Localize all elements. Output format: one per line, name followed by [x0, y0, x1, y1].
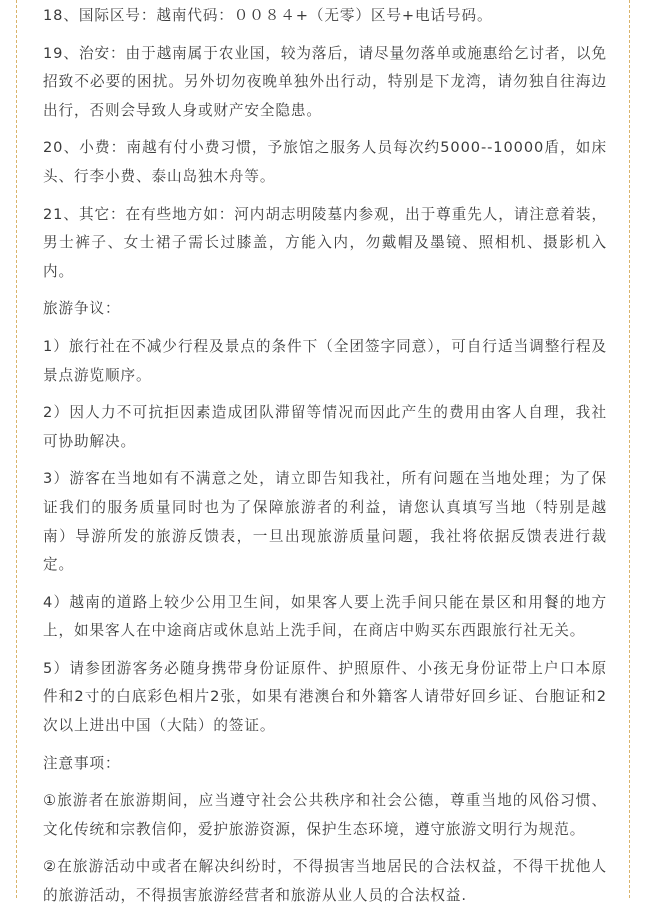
- dispute-item-1: 1）旅行社在不减少行程及景点的条件下（全团签字同意），可自行适当调整行程及景点游览顺序。: [43, 337, 607, 384]
- paragraph-security: 19、治安：由于越南属于农业国，较为落后，请尽量勿落单或施惠给乞讨者，以免招致不必要的困扰。另外切勿夜晚单独外出行动，特别是下龙湾，请勿独自往海边出行，否则会导致人身或财产安全隐患。: [43, 44, 607, 119]
- notes-item-2: ②在旅游活动中或者在解决纠纷时，不得损害当地居民的合法权益，不得干扰他人的旅游活动，不得损害旅游经营者和旅游从业人员的合法权益.: [43, 858, 607, 905]
- article-content: [43, 0, 607, 920]
- paragraph-others: 21、其它：在有些地方如：河内胡志明陵墓内参观，出于尊重先人，请注意着装，男士裤子、女士裙子需长过膝盖，方能入内，勿戴帽及墨镜、照相机、摄影机入内。: [43, 205, 607, 280]
- dispute-heading: 旅游争议：: [43, 300, 121, 318]
- dispute-item-4: 4）越南的道路上较少公用卫生间，如果客人要上洗手间只能在景区和用餐的地方上，如果客人在中途商店或休息站上洗手间，在商店中购买东西跟旅行社无关。: [43, 593, 607, 640]
- paragraph-international-code: 18、国际区号：越南代码：００８４+（无零）区号+电话号码。: [43, 7, 493, 24]
- dispute-item-2: 2）因人力不可抗拒因素造成团队滞留等情况而因此产生的费用由客人自理，我社可协助解决。: [43, 404, 607, 450]
- dispute-item-3: 3）游客在当地如有不满意之处，请立即告知我社，所有问题在当地处理；为了保证我们的服务质量同时也为了保障旅游者的利益，请您认真填写当地（特别是越南）导游所发的旅游反馈表，一旦出现旅游质量问题，我社将依据反馈表进行裁定。: [43, 470, 607, 574]
- notes-item-1: ①旅游者在旅游期间，应当遵守社会公共秩序和社会公德，尊重当地的风俗习惯、文化传统和宗教信仰，爱护旅游资源，保护生态环境，遵守旅游文明行为规范。: [43, 792, 607, 838]
- dispute-item-5: 5）请参团游客务必随身携带身份证原件、护照原件、小孩无身份证带上户口本原件和2寸的白底彩色相片2张，如果有港澳台和外籍客人请带好回乡证、台胞证和2次以上进出中国（大陆）的签证。: [43, 659, 607, 735]
- paragraph-tips: 20、小费：南越有付小费习惯，予旅馆之服务人员每次约5000--10000盾，如床头、行李小费、泰山岛独木舟等。: [43, 139, 607, 185]
- notes-heading: 注意事项：: [43, 754, 121, 772]
